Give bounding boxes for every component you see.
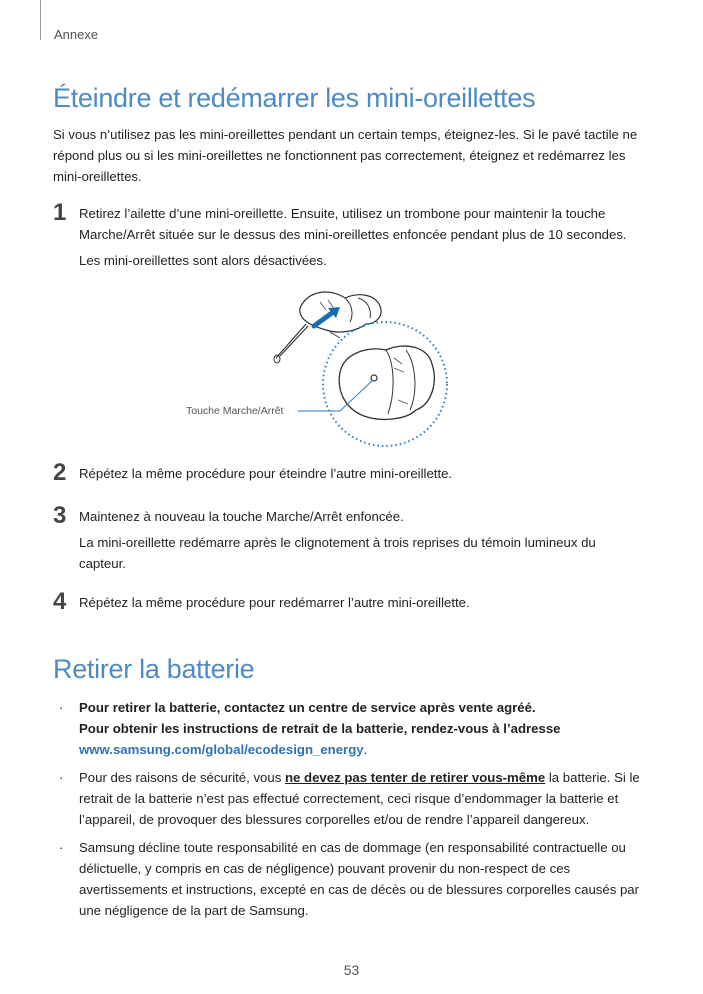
step-text: Répétez la même procédure pour redémarrer l’autre mini-oreillette. (79, 595, 470, 610)
battery-bullet-list (53, 697, 653, 928)
bullet-text-suffix: la batterie. Si le retrait de la batterie n’est pas effectué correctement, ceci risque d’endommager la batterie et l’appareil, de provoquer des blessures corporelles et/ou de rendre l’appareil dangereux. (79, 770, 640, 827)
paperclip-icon (274, 324, 308, 363)
power-key-callout: Touche Marche/Arrêt (186, 405, 284, 417)
list-item (53, 837, 653, 921)
step-number: 4 (53, 588, 67, 615)
step-number: 2 (53, 459, 67, 486)
step-text: Maintenez à nouveau la touche Marche/Arrêt enfoncée. (79, 509, 404, 524)
step-note: La mini-oreillette redémarre après le clignotement à trois reprises du témoin lumineux du capteur. (79, 535, 596, 571)
samsung-ecodesign-link[interactable]: www.samsung.com/global/ecodesign_energy (79, 742, 364, 757)
leader-line (330, 332, 340, 338)
section-title-battery: Retirer la batterie (53, 654, 255, 684)
list-item (53, 697, 653, 760)
bullet-emphasis: ne devez pas tenter de retirer vous-même (284, 770, 546, 785)
step-note: Les mini-oreillettes sont alors désactivées. (79, 253, 327, 268)
bullet-bold-text: Pour obtenir les instructions de retrait de la batterie, rendez-vous à l’adresse (79, 721, 561, 736)
section-label: Annexe (54, 27, 99, 42)
link-suffix: . (363, 742, 368, 757)
bullet-dot: · (59, 700, 64, 715)
intro-paragraph: Si vous n’utilisez pas les mini-oreillettes pendant un certain temps, éteignez-les. Si le pavé tactile ne répond plus ou si les mini-oreillettes ne fonctionnent pas correctement, éteignez et redémarrez les mini-oreillettes. (53, 127, 638, 184)
bullet-text-prefix: Pour des raisons de sécurité, vous (79, 770, 285, 785)
step-number: 3 (53, 502, 67, 529)
earbud-illustration (180, 280, 450, 450)
bullet-dot: · (59, 770, 64, 785)
page-number: 53 (343, 962, 360, 978)
header-rule (40, 0, 41, 40)
bullet-text: Samsung décline toute responsabilité en cas de dommage (en responsabilité contractuelle ou délictuelle, y compris en cas de négligence) pouvant provenir du non-respect de ces avertissements et instructions, excepté en cas de décès ou de blessures corporelles causés par une négligence de la part de Samsung. (79, 840, 640, 918)
bullet-bold-text: Pour retirer la batterie, contactez un centre de service après vente agréé. (79, 700, 536, 715)
page-title: Éteindre et redémarrer les mini-oreillettes (53, 83, 536, 113)
bullet-dot: · (59, 840, 64, 855)
step-number: 1 (53, 199, 67, 226)
earbud-large-icon (339, 346, 434, 419)
step-text: Retirez l’ailette d’une mini-oreillette. Ensuite, utilisez un trombone pour maintenir la touche Marche/Arrêt située sur le dessus des mini-oreillettes enfoncée pendant plus de 10 secondes. (79, 206, 627, 242)
list-item (53, 767, 653, 830)
step-text: Répétez la même procédure pour éteindre l’autre mini-oreillette. (79, 466, 453, 481)
power-key-icon (371, 375, 377, 381)
earbud-figure-svg (180, 280, 450, 450)
